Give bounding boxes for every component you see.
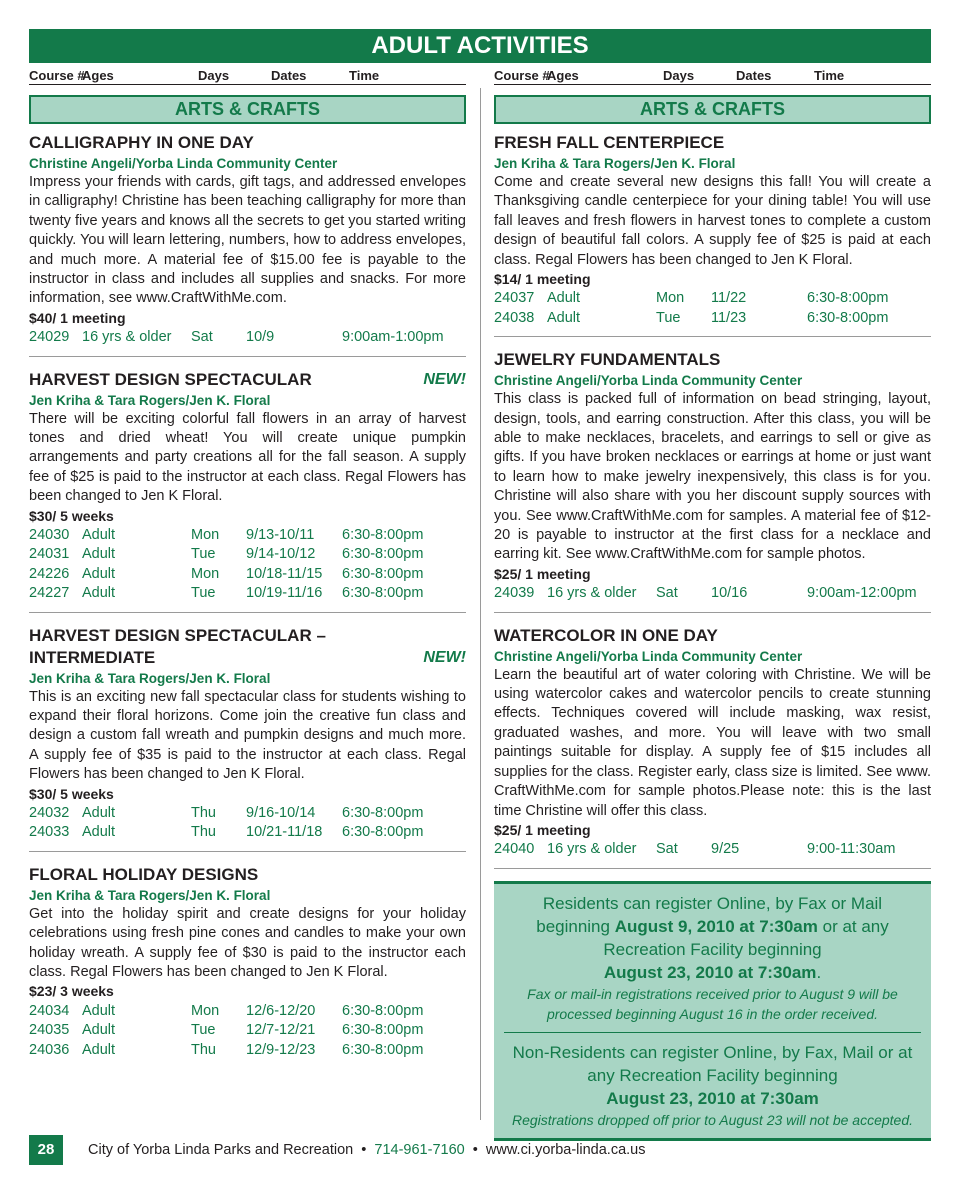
residents-text: Residents can register Online, by Fax or Mail beginning [536, 893, 883, 936]
session-ages: 16 yrs & older [547, 585, 637, 602]
session-dates: 9/16-10/14 [246, 805, 316, 822]
footer-text [88, 1135, 646, 1165]
session-course: 24033 [29, 824, 70, 841]
nonresidents-text: Non-Residents can register Online, by Fax, Mail or at any Recreation Facility beginning [512, 1042, 913, 1085]
session-course: 24038 [494, 309, 535, 326]
session-days: Tue [191, 546, 216, 563]
column-header [29, 67, 466, 85]
session-time: 6:30-8:00pm [342, 1002, 424, 1019]
course-block [494, 132, 931, 337]
course-title [494, 349, 931, 371]
session-row [494, 309, 931, 328]
session-dates: 10/21-11/18 [246, 824, 323, 841]
course-block [494, 349, 931, 612]
course-title [29, 369, 466, 391]
session-dates: 12/6-12/20 [246, 1002, 316, 1019]
header-course: Course # [29, 68, 85, 83]
footer-bullet: • [361, 1142, 367, 1158]
session-row [29, 545, 466, 564]
session-row [29, 1021, 466, 1040]
course-block [29, 625, 466, 852]
session-dates: 10/18-11/15 [246, 565, 323, 582]
session-dates: 12/7-12/21 [246, 1022, 316, 1039]
session-days: Tue [191, 1022, 216, 1039]
session-time: 9:00am-1:00pm [342, 329, 444, 346]
session-time: 6:30-8:00pm [342, 546, 424, 563]
session-days: Thu [191, 1041, 216, 1058]
column-divider [480, 88, 481, 1120]
session-days: Sat [656, 841, 678, 858]
course-instructor: Christine Angeli/Yorba Linda Community Center [494, 648, 803, 664]
header-time: Time [814, 68, 845, 83]
session-row [29, 804, 466, 823]
session-course: 24227 [29, 585, 70, 602]
course-instructor: Christine Angeli/Yorba Linda Community Center [494, 373, 803, 389]
registration-divider [504, 1032, 921, 1033]
session-time: 6:30-8:00pm [342, 565, 424, 582]
section-heading: ARTS & CRAFTS [29, 95, 466, 124]
course-fee: $30/ 5 weeks [29, 507, 114, 524]
session-time: 6:30-8:00pm [807, 309, 889, 326]
course-instructor: Christine Angeli/Yorba Linda Community Center [29, 156, 338, 171]
residents-info [504, 892, 921, 984]
residents-online-date: August 9, 2010 at 7:30am [614, 916, 818, 936]
nonresidents-note: Registrations dropped off prior to August 23 will not be accepted. [511, 1111, 914, 1128]
course-description: Learn the beautiful art of water coloring with Christine. We will be using watercolor cakes and watercolor pencils to create stunning effects. Techniques covered will include masking, wax resist, graduated washes, and more. You will leave with two small paintings suitable for display. A supply fee of $15 includes all supplies for the class. Register early, class size is limited. See www. CraftWithMe.com for sample photos.Please note: this is the last time Christine will offer this class. [494, 666, 931, 819]
course-title-text: FRESH FALL CENTERPIECE [494, 133, 725, 152]
session-time: 6:30-8:00pm [342, 805, 424, 822]
session-ages: Adult [82, 546, 116, 563]
course-block [494, 625, 931, 869]
header-days: Days [198, 68, 230, 83]
header-days: Days [663, 68, 695, 83]
session-row [494, 289, 931, 308]
session-ages: Adult [82, 585, 116, 602]
session-course: 24039 [494, 585, 535, 602]
session-time: 6:30-8:00pm [342, 585, 424, 602]
session-ages: Adult [82, 805, 116, 822]
session-days: Mon [656, 290, 685, 307]
session-time: 6:30-8:00pm [342, 1041, 424, 1058]
session-days: Mon [191, 565, 220, 582]
course-description: This is an exciting new fall spectacular class for students wishing to expand their floral horizons. Come join the creative fun class and design a custom fall wreath and pumpkin designs and much more. A supply fee of $35 is paid to the instructor at each class. Regal Flowers has been changed to Jen K Floral. [29, 688, 466, 783]
header-dates: Dates [271, 68, 307, 83]
right-column [494, 67, 931, 1141]
session-days: Sat [656, 585, 678, 602]
course-fee: $25/ 1 meeting [494, 565, 591, 582]
session-course: 24032 [29, 805, 70, 822]
course-list [494, 132, 931, 869]
course-fee: $25/ 1 meeting [494, 821, 591, 838]
course-instructor: Jen Kriha & Tara Rogers/Jen K. Floral [29, 392, 271, 408]
session-row [29, 1041, 466, 1060]
course-instructor: Jen Kriha & Tara Rogers/Jen K. Floral [494, 156, 736, 171]
session-ages: Adult [82, 1022, 116, 1039]
session-days: Thu [191, 824, 216, 841]
footer-website[interactable]: www.ci.yorba-linda.ca.us [485, 1142, 646, 1158]
nonresidents-info [504, 1041, 921, 1110]
session-ages: Adult [547, 290, 581, 307]
course-instructor: Jen Kriha & Tara Rogers/Jen K. Floral [29, 670, 271, 686]
header-ages: Ages [547, 68, 579, 83]
course-block [29, 864, 466, 1068]
session-dates: 11/22 [711, 290, 747, 307]
session-days: Mon [191, 1002, 220, 1019]
course-title-text: HARVEST DESIGN SPECTACULAR – INTERMEDIATE [29, 625, 326, 667]
footer-bullet: • [472, 1142, 478, 1158]
registration-box [494, 881, 931, 1141]
page-footer [29, 1135, 931, 1165]
course-list [29, 132, 466, 1068]
session-row [29, 584, 466, 603]
session-time: 9:00am-12:00pm [807, 585, 917, 602]
session-ages: Adult [82, 527, 116, 544]
session-time: 6:30-8:00pm [342, 824, 424, 841]
course-description: Come and create several new designs this fall! You will create a Thanksgiving candle centerpiece for your dining table! You will use fall leaves and fresh flowers in harvest tones to complete a custom design of beautiful fall colors. A supply fee of $25 is paid at each class. Regal Flowers has been changed to Jen K Floral. [494, 174, 931, 268]
course-title-text: JEWELRY FUNDAMENTALS [494, 350, 721, 370]
header-ages: Ages [82, 68, 114, 83]
session-course: 24037 [494, 290, 535, 307]
new-badge: NEW! [423, 370, 466, 388]
session-row [29, 1002, 466, 1021]
course-title [29, 864, 466, 886]
session-ages: Adult [547, 309, 581, 326]
session-course: 24226 [29, 565, 70, 582]
session-dates: 9/13-10/11 [246, 527, 315, 544]
footer-org: City of Yorba Linda Parks and Recreation [88, 1142, 354, 1158]
session-days: Sat [191, 329, 213, 346]
left-column [29, 67, 466, 1080]
course-title-text: WATERCOLOR IN ONE DAY [494, 625, 718, 645]
session-row [29, 328, 466, 347]
new-badge: NEW! [423, 648, 466, 666]
session-course: 24036 [29, 1041, 70, 1058]
course-title [494, 625, 931, 647]
course-title-text: HARVEST DESIGN SPECTACULAR [29, 369, 312, 389]
session-course: 24034 [29, 1002, 70, 1019]
course-title [29, 132, 466, 154]
session-row [29, 565, 466, 584]
course-description: Impress your friends with cards, gift tags, and addressed envelopes in calligraphy! Christine has been teaching calligraphy for more than twenty five years and knows all the secrets to get you started writing quickly. You will learn lettering, numbers, how to address envelopes, and much more. A material fee of $15.00 fee is payable to the instructor in class and includes all supplies and snacks. For more information, see www.CraftWithMe.com. [29, 174, 466, 307]
session-row [29, 526, 466, 545]
session-ages: 16 yrs & older [82, 329, 172, 346]
session-ages: Adult [82, 1041, 116, 1058]
residents-facility-date: August 23, 2010 at 7:30am [603, 962, 817, 982]
nonresidents-date: August 23, 2010 at 7:30am [606, 1088, 819, 1108]
session-row [494, 840, 931, 859]
session-dates: 10/16 [711, 585, 748, 602]
header-dates: Dates [736, 68, 772, 83]
course-block [29, 369, 466, 613]
session-ages: 16 yrs & older [547, 841, 637, 858]
course-fee: $23/ 3 weeks [29, 983, 114, 1000]
residents-note: Fax or mail-in registrations received prior to August 9 will be processed beginning August 16 in the order received. [527, 985, 898, 1022]
residents-period: . [816, 962, 822, 982]
session-course: 24040 [494, 841, 535, 858]
course-description: Get into the holiday spirit and create designs for your holiday celebrations using fresh pine cones and candles to make your own holiday wreath. A supply fee of $30 is paid to the instructor each class. Regal Flowers has been changed to Jen K Floral. [29, 905, 466, 981]
session-dates: 9/14-10/12 [246, 546, 316, 563]
session-days: Tue [191, 585, 216, 602]
session-time: 9:00-11:30am [807, 841, 896, 858]
page-banner: ADULT ACTIVITIES [29, 29, 931, 63]
course-title-text: FLORAL HOLIDAY DESIGNS [29, 864, 259, 884]
session-time: 6:30-8:00pm [342, 527, 424, 544]
header-course: Course # [494, 68, 550, 83]
course-block [29, 132, 466, 357]
session-time: 6:30-8:00pm [807, 290, 889, 307]
course-description: There will be exciting colorful fall flowers in an array of harvest tones and dried wheat! You will create unique pumpkin arrangements and party creations all for the fall season. A supply fee of $25 is paid to the instructor at each class. Regal Flowers has been changed to Jen K Floral. [29, 410, 466, 505]
section-heading: ARTS & CRAFTS [494, 95, 931, 124]
course-title [494, 132, 931, 154]
footer-phone: 714-961-7160 [374, 1142, 465, 1158]
session-days: Tue [656, 309, 681, 326]
header-time: Time [349, 68, 380, 83]
session-course: 24035 [29, 1022, 70, 1039]
session-course: 24031 [29, 546, 70, 563]
course-title [29, 625, 466, 669]
session-time: 6:30-8:00pm [342, 1022, 424, 1039]
session-ages: Adult [82, 565, 116, 582]
session-dates: 9/25 [711, 841, 740, 858]
session-row [494, 584, 931, 603]
course-description: This class is packed full of information on bead stringing, layout, design, tools, and earring construction. After this class, you will be able to make necklaces, bracelets, and earrings to sell or give as gifts. If you have broken necklaces or earrings at home or just want to learn how to make jewelry inexpensively, this class is for you. Christine will also share with you her discount supply sources with you. See www.CraftWithMe.com for samples. A material fee of $12-20 is payable to instructor at the first class for a necklace and earring kit. See www.CraftWithMe.com for sample photos. [494, 391, 931, 563]
course-title-text: CALLIGRAPHY IN ONE DAY [29, 133, 254, 152]
session-course: 24029 [29, 329, 70, 346]
course-instructor: Jen Kriha & Tara Rogers/Jen K. Floral [29, 887, 271, 903]
session-dates: 10/9 [246, 329, 275, 346]
residents-text-2: or at any Recreation Facility beginning [603, 916, 889, 959]
page-number: 28 [29, 1135, 63, 1165]
session-row [29, 823, 466, 842]
session-ages: Adult [82, 824, 116, 841]
session-ages: Adult [82, 1002, 116, 1019]
session-course: 24030 [29, 527, 70, 544]
course-fee: $30/ 5 weeks [29, 785, 114, 802]
course-fee: $14/ 1 meeting [494, 271, 591, 288]
column-header [494, 67, 931, 85]
session-dates: 12/9-12/23 [246, 1041, 316, 1058]
session-dates: 10/19-11/16 [246, 585, 323, 602]
session-days: Mon [191, 527, 220, 544]
session-days: Thu [191, 805, 216, 822]
course-fee: $40/ 1 meeting [29, 309, 126, 326]
session-dates: 11/23 [711, 309, 747, 326]
